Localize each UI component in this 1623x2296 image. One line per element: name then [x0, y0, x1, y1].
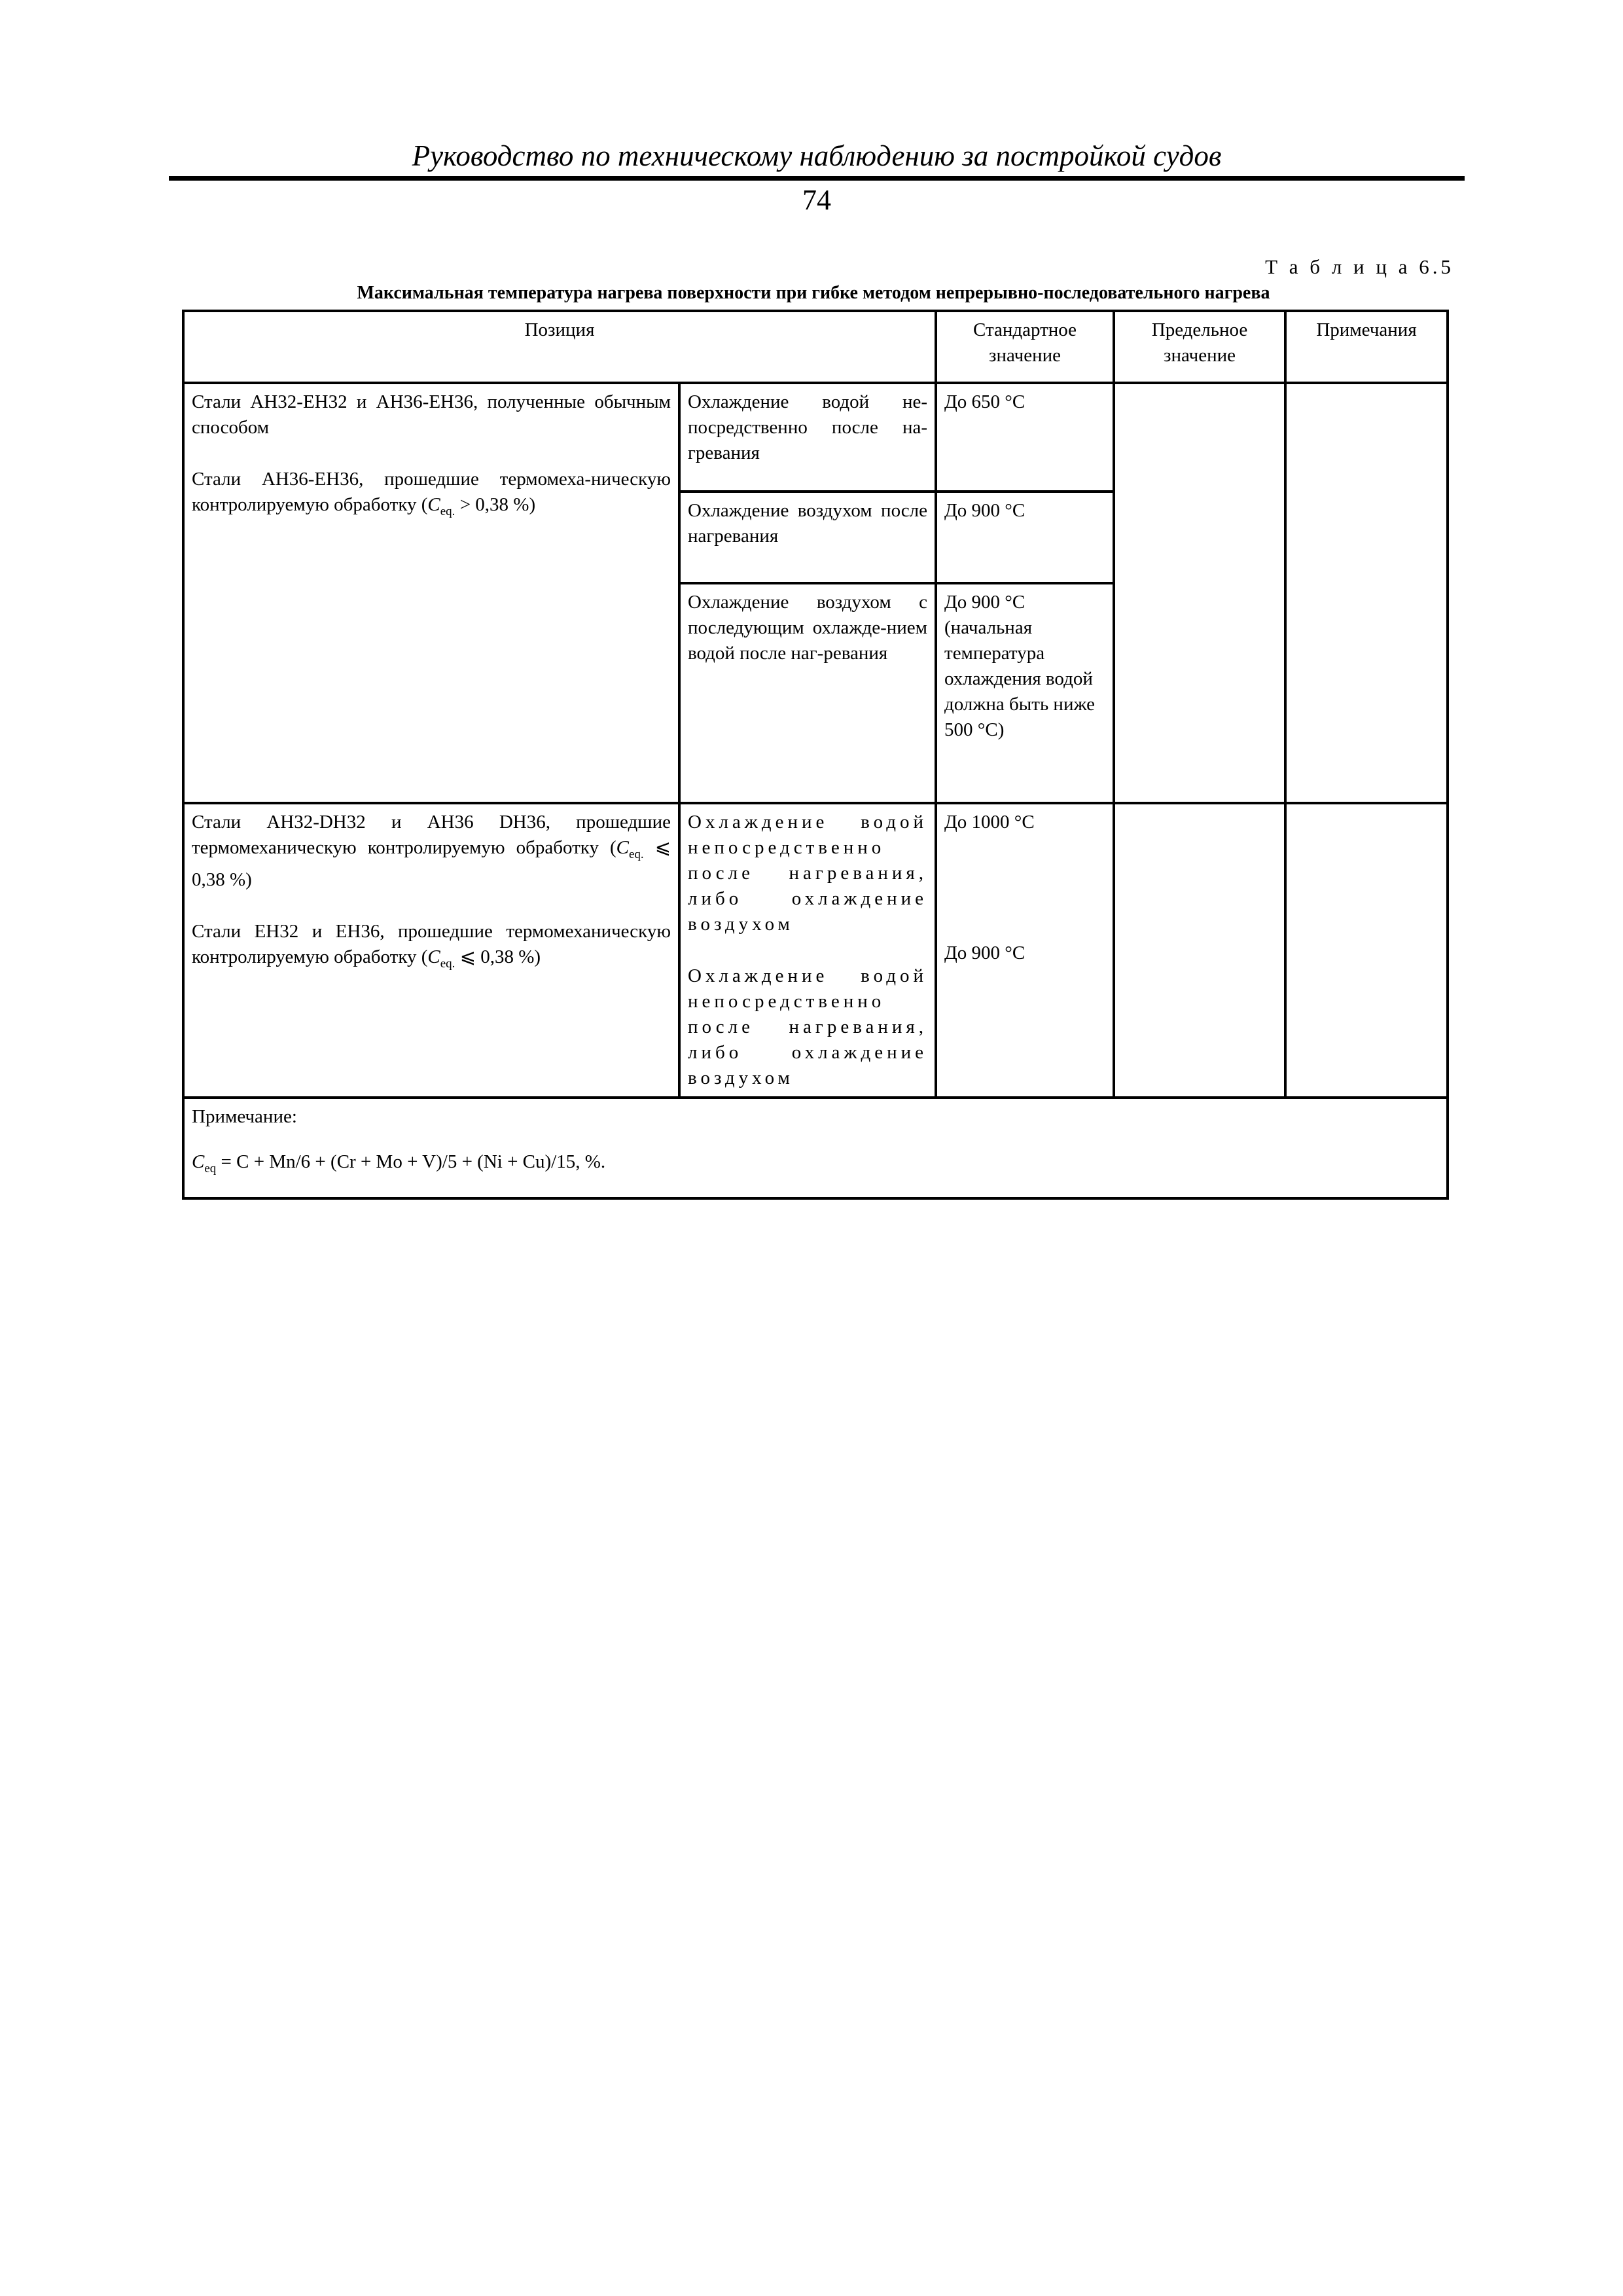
notes-value — [1285, 383, 1448, 803]
header-rule — [169, 176, 1465, 181]
group1-item-b: Стали AH36-EH36, прошедшие термомеха-ническую контролируемую обработку ($C_{eq.} > 0,38$ %) — [192, 469, 671, 518]
note-cell — [183, 1098, 1448, 1198]
note-title: Примечание: — [192, 1106, 297, 1127]
cooling-method: Охлаждение водой непосредственно после нагревания, либо охлаждение воздухом — [688, 812, 928, 935]
cooling-method: Охлаждение воздухом с последующим охлажде-нием водой после наг-ревания — [679, 583, 936, 803]
header-standard: Стандартное значение — [936, 311, 1114, 383]
standard-value: До 900 °C — [936, 492, 1114, 583]
group2-item-a: Стали AH32-DH32 и AH36 DH36, прошедшие термомеханическую контролируемую обработку ($C_{eq.}$ ⩽ 0,38 %) — [192, 812, 671, 890]
group2-position — [183, 803, 679, 1098]
table-row — [183, 383, 1448, 492]
ceq-formula: $C_{eq} = C + Mn/6 + (Cr + Mo + V)/5 + (Ni + Cu)/15$, %. — [192, 1151, 606, 1175]
cooling-method: Охлаждение водой не-посредственно после на-гревания — [679, 383, 936, 492]
table-label: Т а б л и ц а 6.5 — [1265, 255, 1454, 278]
notes-value — [1285, 803, 1448, 1098]
cooling-method: Охлаждение воздухом после нагревания — [679, 492, 936, 583]
standard-value: До 1000 °C — [944, 812, 1035, 833]
group1-position — [183, 383, 679, 803]
standard-value: До 650 °C — [936, 383, 1114, 492]
note-row — [183, 1098, 1448, 1198]
group2-standard — [936, 803, 1114, 1098]
running-title: Руководство по техническому наблюдению за постройкой судов — [412, 139, 1222, 172]
standard-value: До 900 °C (начальная температура охлаждения водой должна быть ниже 500 °C) — [936, 583, 1114, 803]
group2-cooling — [679, 803, 936, 1098]
group1-item-a: Стали AH32-EH32 и AH36-EH36, полученные обычным способом — [192, 391, 671, 438]
limit-value — [1114, 383, 1285, 803]
header-limit: Предельное значение — [1114, 311, 1285, 383]
limit-value — [1114, 803, 1285, 1098]
table-header-row — [183, 311, 1448, 383]
table-row — [183, 803, 1448, 1098]
page-number: 74 — [802, 184, 831, 216]
temperature-table — [182, 310, 1449, 1200]
table-caption: Максимальная температура нагрева поверхности при гибке методом непрерывно-последовательного нагрева — [357, 283, 1270, 303]
standard-value: До 900 °C — [944, 942, 1026, 963]
cooling-method: Охлаждение водой непосредственно после нагревания, либо охлаждение воздухом — [688, 965, 928, 1088]
header-notes: Примечания — [1285, 311, 1448, 383]
group2-item-b: Стали EH32 и EH36, прошедшие термомеханическую контролируемую обработку ($C_{eq.}$ ⩽ 0,38 %) — [192, 920, 671, 971]
header-position: Позиция — [183, 311, 936, 383]
